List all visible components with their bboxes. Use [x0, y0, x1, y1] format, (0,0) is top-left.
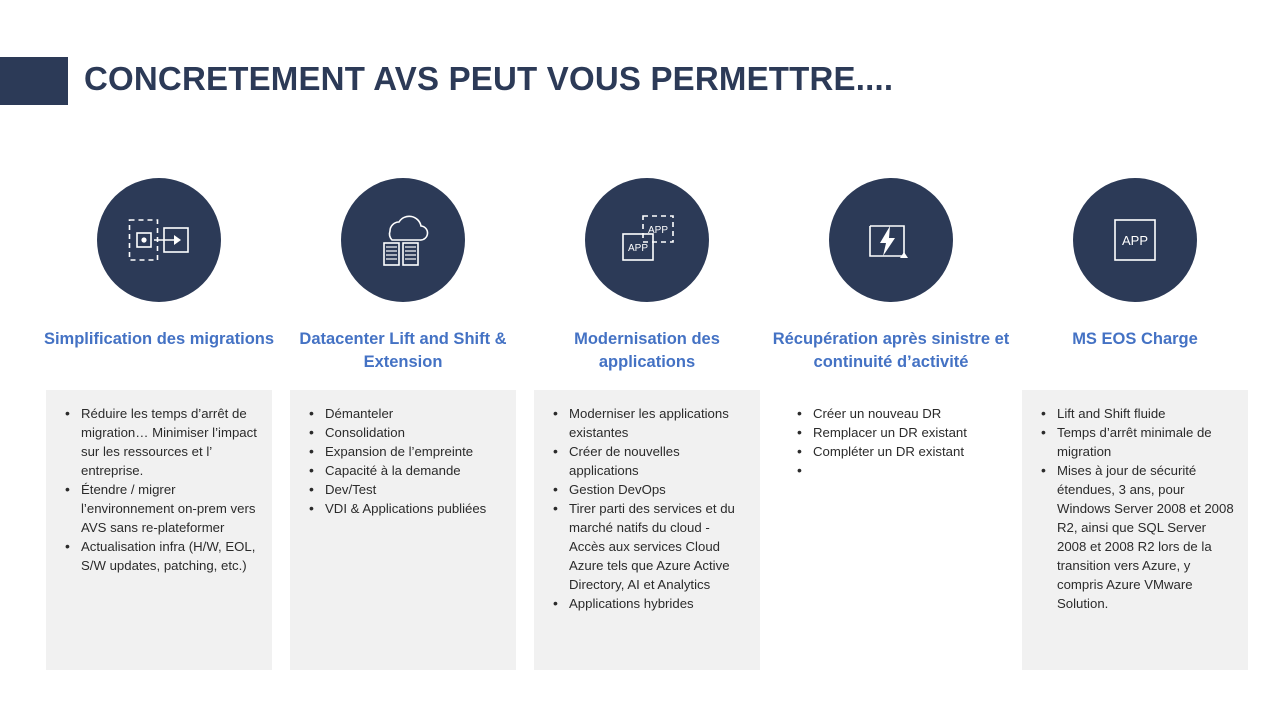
column-title: Récupération après sinistre et continuité d’activité — [772, 330, 1010, 372]
list-item: • Démanteler — [300, 404, 504, 423]
column-title: Simplification des migrations — [43, 330, 275, 348]
bullet-card — [778, 390, 1004, 670]
list-item: • VDI & Applications publiées — [300, 499, 504, 518]
bullet-card — [46, 390, 272, 670]
app-modernization-icon — [615, 212, 679, 268]
list-item: • Actualisation infra (H/W, EOL, S/W updates, patching, etc.) — [56, 537, 260, 575]
list-item: • Dev/Test — [300, 480, 504, 499]
column-title: MS EOS Charge — [1072, 330, 1198, 348]
list-item: • Créer un nouveau DR — [788, 404, 992, 423]
columns-container — [43, 178, 1236, 670]
list-item: • Gestion DevOps — [544, 480, 748, 499]
column-modernisation-des-applications — [534, 178, 760, 670]
page-title: CONCRETEMENT AVS PEUT VOUS PERMETTRE.... — [84, 60, 894, 97]
column-datacenter-lift-and-shift — [290, 178, 516, 670]
bullet-list — [56, 404, 260, 575]
bullet-card — [1022, 390, 1248, 670]
title-accent-bar — [0, 57, 68, 105]
migration-arrow-icon — [128, 216, 190, 264]
list-item: • Applications hybrides — [544, 594, 748, 613]
app-square-icon — [1107, 212, 1163, 268]
bullet-list — [544, 404, 748, 613]
column-ms-eos-charge — [1022, 178, 1248, 670]
list-item: • Remplacer un DR existant — [788, 423, 992, 442]
list-item: • Créer de nouvelles applications — [544, 442, 748, 480]
svg-text:APP: APP — [1121, 233, 1149, 248]
bullet-list — [1032, 404, 1236, 613]
list-item: • Capacité à la demande — [300, 461, 504, 480]
bullet-card — [534, 390, 760, 670]
list-item: • Mises à jour de sécurité étendues, 3 ans, pour Windows Server 2008 et 2008 R2, ainsi que SQL Server 2008 et 2008 R2 lors de la transition vers Azure, y compris Azure VMware Solution. — [1032, 461, 1236, 613]
icon-circle — [829, 178, 953, 302]
list-item: • Étendre / migrer l’environnement on-prem vers AVS sans re-plateformer — [56, 480, 260, 537]
list-item — [788, 461, 992, 480]
list-item: • Tirer parti des services et du marché natifs du cloud - Accès aux services Cloud Azure tels que Azure Active Directory, AI et Analytics — [544, 499, 748, 594]
svg-text:APP: APP — [627, 243, 649, 254]
disaster-recovery-bolt-icon — [862, 212, 920, 268]
list-item: • Expansion de l’empreinte — [300, 442, 504, 461]
column-recuperation-apres-sinistre — [772, 178, 1010, 670]
column-simplification-des-migrations — [43, 178, 275, 670]
list-item: • Consolidation — [300, 423, 504, 442]
icon-circle — [1073, 178, 1197, 302]
svg-text:APP: APP — [647, 225, 669, 236]
icon-circle — [585, 178, 709, 302]
icon-circle — [341, 178, 465, 302]
list-item: • Temps d’arrêt minimale de migration — [1032, 423, 1236, 461]
column-title: Modernisation des applications — [574, 330, 720, 372]
list-item: • Lift and Shift fluide — [1032, 404, 1236, 423]
column-title: Datacenter Lift and Shift & Extension — [299, 330, 507, 372]
list-item: • Moderniser les applications existantes — [544, 404, 748, 442]
icon-circle — [97, 178, 221, 302]
list-item: • Réduire les temps d’arrêt de migration… Minimiser l’impact sur les ressources et l’ entreprise. — [56, 404, 260, 480]
list-item: • Compléter un DR existant — [788, 442, 992, 461]
bullet-list — [300, 404, 504, 518]
bullet-list — [788, 404, 992, 480]
bullet-card — [290, 390, 516, 670]
cloud-datacenter-icon — [372, 213, 434, 267]
